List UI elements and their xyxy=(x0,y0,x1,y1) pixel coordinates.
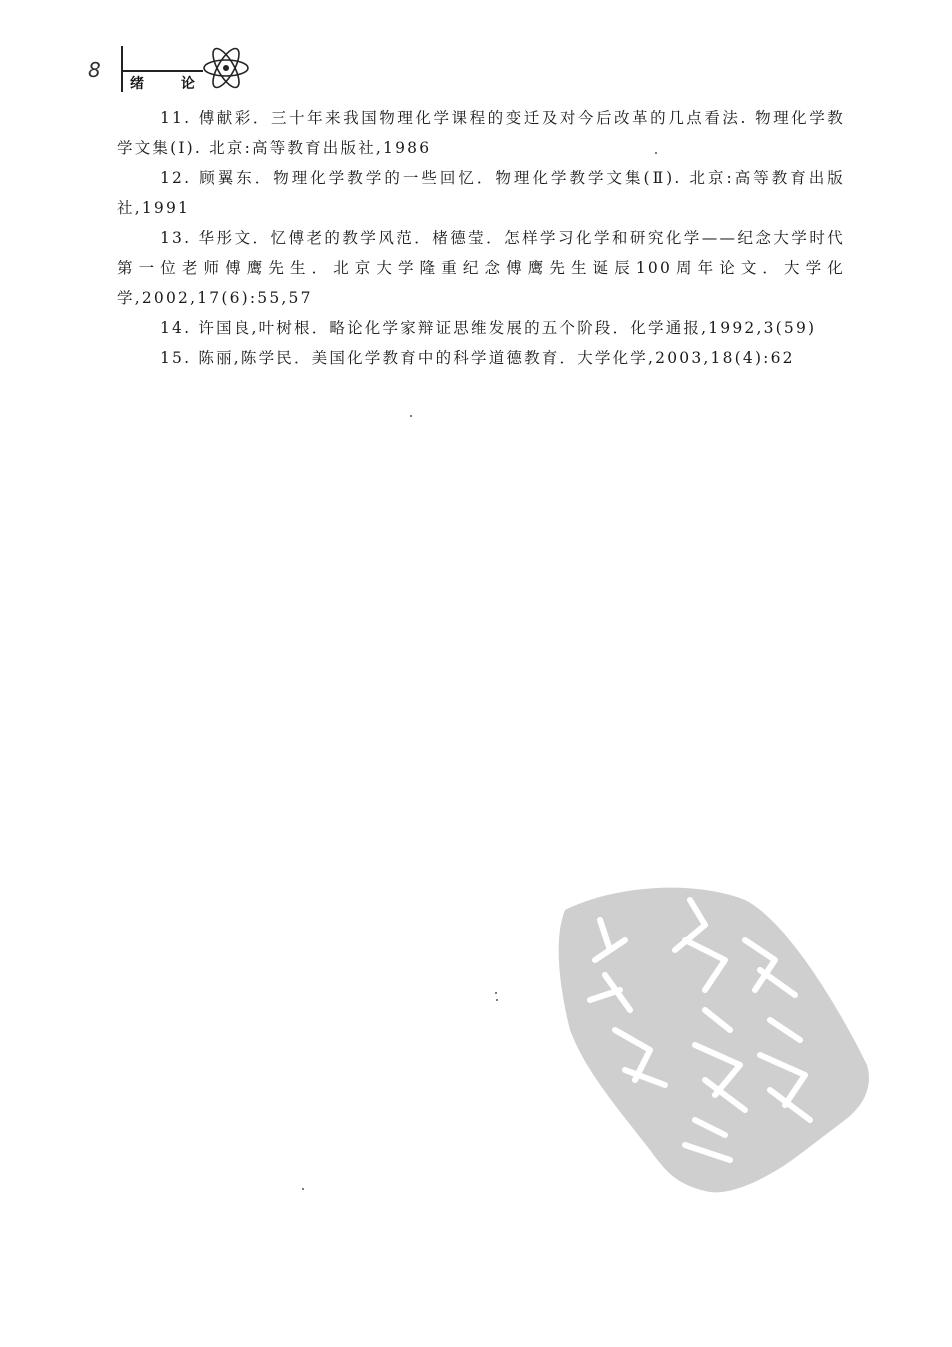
scan-speck xyxy=(302,1188,304,1190)
atom-icon xyxy=(200,44,252,92)
chapter-label: 绪 论 xyxy=(130,76,211,92)
reference-list xyxy=(117,103,845,373)
page-number: 8 xyxy=(88,58,101,82)
scan-speck xyxy=(655,152,657,154)
reference-item: 13. 华彤文．忆傅老的教学风范．楮德莹．怎样学习化学和研究化学——纪念大学时代第一位老师傅鹰先生．北京大学隆重纪念傅鹰先生诞辰100周年论文．大学化学,2002,17(6):55,57 xyxy=(117,229,845,307)
scan-speck xyxy=(496,999,498,1001)
reference-item: 14. 许国良,叶树根．略论化学家辩证思维发展的五个阶段．化学通报,1992,3(59) xyxy=(160,319,817,337)
library-seal-stamp xyxy=(555,880,875,1200)
header-divider-horizontal xyxy=(121,70,203,72)
scan-speck xyxy=(495,992,497,994)
scan-speck xyxy=(410,415,412,417)
reference-item: 15. 陈丽,陈学民．美国化学教育中的科学道德教育．大学化学,2003,18(4):62 xyxy=(160,349,795,367)
reference-item: 12. 顾翼东．物理化学教学的一些回忆．物理化学教学文集(Ⅱ). 北京:高等教育出版社,1991 xyxy=(117,169,845,217)
header-divider-vertical xyxy=(121,46,123,92)
reference-item: 11. 傅献彩．三十年来我国物理化学课程的变迁及对今后改革的几点看法. 物理化学教学文集(Ⅰ). 北京:高等教育出版社,1986 xyxy=(117,109,845,157)
